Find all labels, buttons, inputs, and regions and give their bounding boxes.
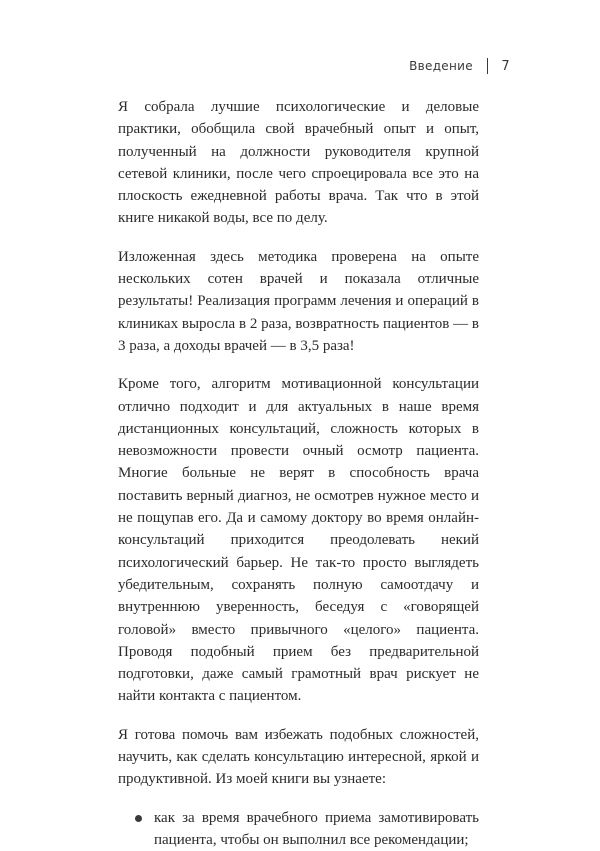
paragraph: Изложенная здесь методика проверена на опыте нескольких сотен врачей и показала отличные результаты! Реализация программ лечения и операций в клиниках выросла в 2 раза, возвратность пациентов — в 3 раза, а доходы врачей — в 3,5 раза! [118, 248, 479, 354]
paragraph: Я готова помочь вам избежать подобных сложностей, научить, как сделать консультацию интересной, яркой и продуктивной. Из моей книги вы узнаете: [118, 726, 479, 788]
bullet-list [118, 807, 479, 851]
header-divider [487, 58, 489, 74]
section-title: Введение [409, 59, 473, 73]
bullet-item: как за время врачебного приема замотивировать пациента, чтобы он выполнил все рекомендации; [118, 807, 479, 851]
body-text [118, 96, 479, 851]
paragraph: Кроме того, алгоритм мотивационной консультации отлично подходит и для актуальных в наше время дистанционных консультаций, сложность которых в невозможности провести очный осмотр пациента. Многие больные не верят в способность врача поставить верный диагноз, не осмотрев нужное место и не пощупав его. Да и самому доктору во время онлайн-консультаций приходится преодолевать некий психологический барьер. Не так-то просто выглядеть убедительным, сохранять полную самоотдачу и внутреннюю уверенность, беседуя с «говорящей головой» вместо привычного «целого» пациента. Проводя подобный прием без предварительной подготовки, даже самый грамотный врач рискует не найти контакта с пациентом. [118, 376, 479, 705]
running-head [409, 58, 510, 74]
paragraph: Я собрала лучшие психологические и деловые практики, обобщила свой врачебный опыт и опыт, полученный на должности руководителя крупной сетевой клиники, после чего спроецировала все это на плоскость ежедневной работы врача. Так что в этой книге никакой воды, все по делу. [118, 99, 479, 227]
page-number: 7 [501, 58, 510, 74]
